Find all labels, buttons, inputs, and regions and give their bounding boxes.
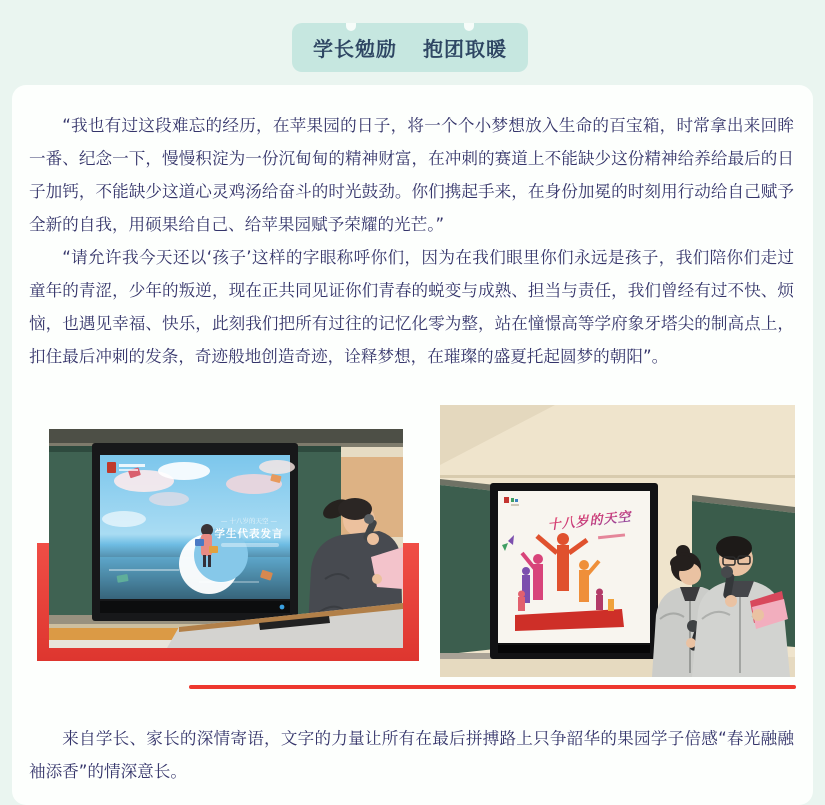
photo-right-illustration <box>440 405 795 677</box>
slide-subtitle-text: — 十八岁的天空 — <box>220 517 278 525</box>
slide-title-text: 学生代表发言 <box>214 528 284 540</box>
photo-classroom-right[interactable] <box>440 405 795 677</box>
red-divider-line <box>189 685 796 689</box>
article-paragraph-1: “我也有过这段难忘的经历，在苹果园的日子，将一个个小梦想放入生命的百宝箱，时常拿出来回眸一番、纪念一下，慢慢积淀为一份沉甸甸的精神财富，在冲刺的赛道上不能缺少这份精神给养给最后的日子加钙，不能缺少这道心灵鸡汤给奋斗的时光鼓劲。你们携起手来，在身份加冕的时刻用行动给自己赋予全新的自我，用硕果给自己、给苹果园赋予荣耀的光芒。” <box>29 116 794 234</box>
photo-left-illustration <box>49 429 403 648</box>
badge-label-right: 抱团取暖 <box>423 37 507 61</box>
badge-label-left: 学长勉励 <box>313 37 397 61</box>
photo-classroom-left[interactable] <box>49 429 403 648</box>
section-title-badge <box>292 23 528 72</box>
article-paragraph-2: “请允许我今天还以‘孩子’这样的字眼称呼你们，因为在我们眼里你们永远是孩子，我们陪你们走过童年的青涩，少年的叛逆，现在正共同见证你们青春的蜕变与成熟、担当与责任，我们曾经有过不快、烦恼，也遇见幸福、快乐，此刻我们把所有过往的记忆化零为整，站在憧憬高等学府象牙塔尖的制高点上，扣住最后冲刺的发条，奇迹般地创造奇迹，诠释梦想，在璀璨的盛夏托起圆梦的朝阳”。 <box>29 248 794 366</box>
article-body <box>29 109 794 373</box>
badge-notch-right <box>464 23 474 31</box>
slide-title-right-text: 十八岁的天空 <box>547 509 633 534</box>
badge-notch-left <box>346 23 356 31</box>
closing-paragraph: 来自学长、家长的深情寄语，文字的力量让所有在最后拼搏路上只争韶华的果园学子倍感“春光融融袖添香”的情深意长。 <box>29 729 794 781</box>
